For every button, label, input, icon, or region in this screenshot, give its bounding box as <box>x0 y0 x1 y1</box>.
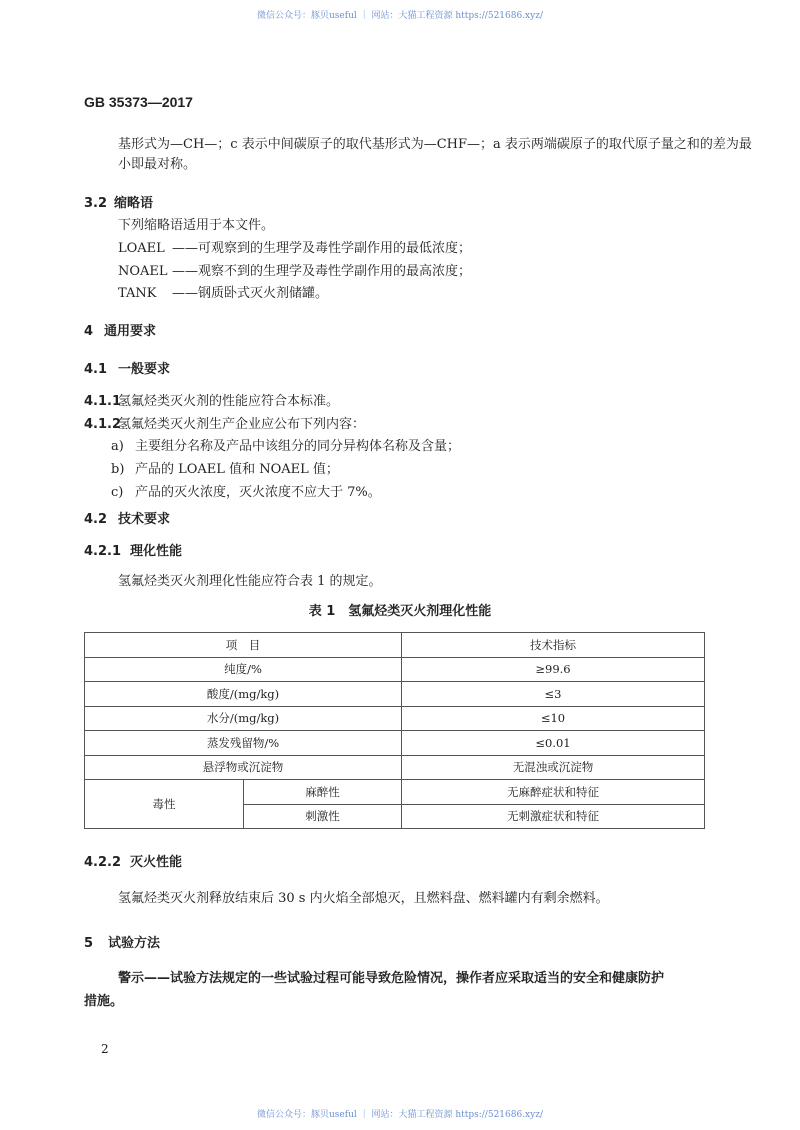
section-number: 3.2 <box>84 196 108 211</box>
section-number: 4 <box>84 324 94 339</box>
section-number: 5 <box>84 936 94 951</box>
clause-number: 4.1.1 <box>84 394 122 409</box>
list-text: 产品的灭火浓度，灭火浓度不应大于 7%。 <box>135 485 381 500</box>
table-header: 项 目 <box>85 633 402 658</box>
section-5-heading <box>84 932 160 951</box>
standard-number-header: GB 35373—2017 <box>84 94 193 110</box>
table-row <box>85 755 705 780</box>
table-cell: 麻醉性 <box>244 780 402 805</box>
abbr-term: LOAEL <box>118 241 165 256</box>
clause-4-1-1 <box>84 390 339 409</box>
watermark-bottom: 微信公众号：豚贝useful ｜ 网站：大猫工程资源 https://521686.xyz/ <box>257 1110 543 1120</box>
abbr-term: NOAEL <box>118 264 168 279</box>
list-marker: b) <box>111 462 125 477</box>
abbr-def: ——钢质卧式灭火剂储罐。 <box>172 286 329 301</box>
clause-text: 氢氟烃类灭火剂理化性能应符合表 1 的规定。 <box>118 574 382 589</box>
section-number: 4.2.1 <box>84 544 122 559</box>
abbr-term: TANK <box>118 286 157 301</box>
abbr-def: ——观察不到的生理学及毒性学副作用的最高浓度； <box>172 264 472 279</box>
list-item <box>111 435 460 454</box>
section-4-heading <box>84 320 156 339</box>
section-title: 灭火性能 <box>130 855 183 870</box>
table-cell: 酸度/(mg/kg) <box>85 682 402 707</box>
section-4-2-1-heading <box>84 540 182 559</box>
table-cell: ≥99.6 <box>402 657 705 682</box>
list-text: 主要组分名称及产品中该组分的同分异构体名称及含量； <box>135 439 461 454</box>
section-title: 理化性能 <box>130 544 183 559</box>
clause-text: 氢氟烃类灭火剂生产企业应公布下列内容： <box>118 417 366 432</box>
section-title: 一般要求 <box>118 362 171 377</box>
clause-4-1-2 <box>84 413 365 432</box>
table-cell: 纯度/% <box>85 657 402 682</box>
properties-table <box>84 632 705 829</box>
table-cell: ≤10 <box>402 706 705 731</box>
warning-line: 警示——试验方法规定的一些试验过程可能导致危险情况，操作者应采取适当的安全和健康防护 <box>118 971 665 986</box>
abbr-lead: 下列缩略语适用于本文件。 <box>118 218 275 233</box>
section-title: 缩略语 <box>114 196 154 211</box>
intro-line: 基形式为—CH—；c 表示中间碳原子的取代基形式为—CHF—；a 表示两端碳原子的取代原子量之和的差为最 <box>118 137 752 152</box>
clause-text: 氢氟烃类灭火剂释放结束后 30 s 内火焰全部熄灭，且燃料盘、燃料罐内有剩余燃料。 <box>118 891 609 906</box>
section-number: 4.2.2 <box>84 855 122 870</box>
list-item <box>111 458 339 477</box>
table-cell: ≤3 <box>402 682 705 707</box>
list-text: 产品的 LOAEL 值和 NOAEL 值； <box>135 462 339 477</box>
table-cell: 无麻醉症状和特征 <box>402 780 705 805</box>
table-title: 表 1 氢氟烃类灭火剂理化性能 <box>308 604 492 619</box>
abbr-item <box>118 237 471 256</box>
table-cell: 毒性 <box>85 780 244 829</box>
warning-line: 措施。 <box>84 994 124 1009</box>
table-row <box>85 731 705 756</box>
section-number: 4.2 <box>84 512 108 527</box>
section-number: 4.1 <box>84 362 108 377</box>
list-item <box>111 481 381 500</box>
table-row <box>85 706 705 731</box>
section-4-2-2-heading <box>84 851 182 870</box>
table-cell: 无刺激症状和特征 <box>402 804 705 829</box>
clause-text: 氢氟烃类灭火剂的性能应符合本标准。 <box>118 394 340 409</box>
table-cell: 刺激性 <box>244 804 402 829</box>
abbr-def: ——可观察到的生理学及毒性学副作用的最低浓度； <box>172 241 472 256</box>
table-cell: 无混浊或沉淀物 <box>402 755 705 780</box>
section-title: 通用要求 <box>104 324 157 339</box>
table-cell: ≤0.01 <box>402 731 705 756</box>
table-header: 技术指标 <box>402 633 705 658</box>
table-row <box>85 682 705 707</box>
watermark-top: 微信公众号：豚贝useful ｜ 网站：大猫工程资源 https://521686.xyz/ <box>257 11 543 21</box>
abbr-item <box>118 282 328 301</box>
abbr-item <box>118 260 471 279</box>
intro-line: 小即最对称。 <box>118 157 197 172</box>
section-4-2-heading <box>84 508 170 527</box>
table-cell: 悬浮物或沉淀物 <box>85 755 402 780</box>
table-cell: 水分/(mg/kg) <box>85 706 402 731</box>
clause-number: 4.1.2 <box>84 417 122 432</box>
list-marker: a) <box>111 439 124 454</box>
section-3-2-heading <box>84 192 153 211</box>
section-4-1-heading <box>84 358 170 377</box>
table-cell: 蒸发残留物/% <box>85 731 402 756</box>
table-row <box>85 780 705 805</box>
list-marker: c) <box>111 485 124 500</box>
section-title: 技术要求 <box>118 512 171 527</box>
table-row <box>85 657 705 682</box>
section-title: 试验方法 <box>108 936 161 951</box>
page-number: 2 <box>101 1042 109 1056</box>
table-header-row <box>85 633 705 658</box>
